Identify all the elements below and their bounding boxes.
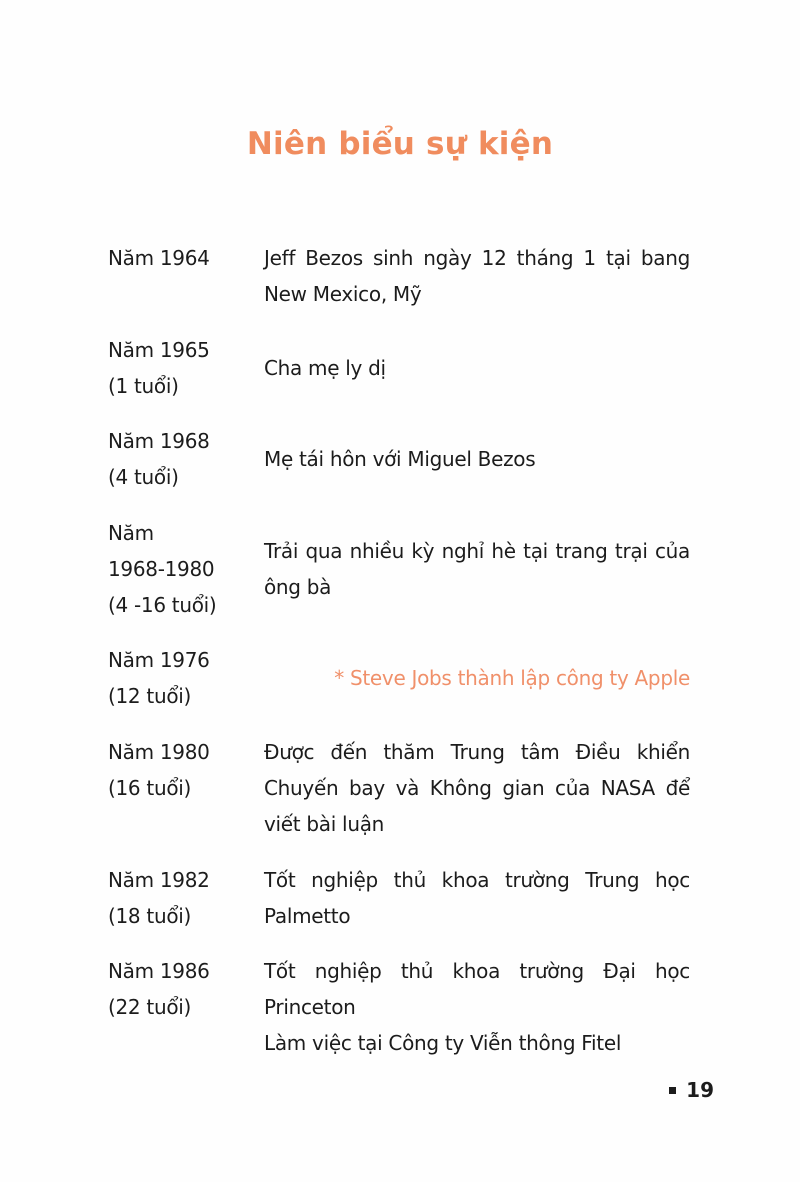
timeline-event: [264, 441, 690, 477]
year-line: Năm: [108, 521, 154, 545]
year-line: Năm 1986: [108, 959, 210, 983]
event-line: Palmetto: [264, 904, 351, 928]
timeline-event: [264, 953, 690, 1061]
page-title: Niên biểu sự kiện: [246, 126, 554, 162]
square-bullet-icon: [669, 1087, 676, 1094]
timeline-year: [108, 734, 248, 806]
event-line: Tốt nghiệp thủ khoa trường Trung học: [264, 868, 690, 892]
year-line: Năm 1982: [108, 868, 210, 892]
timeline-year: [108, 240, 248, 276]
age-line: (1 tuổi): [108, 374, 179, 398]
timeline-year: [108, 862, 248, 934]
year-line: Năm 1976: [108, 648, 210, 672]
age-line: (18 tuổi): [108, 904, 192, 928]
age-line: (22 tuổi): [108, 995, 192, 1019]
event-line: viết bài luận: [264, 812, 385, 836]
event-line: ông bà: [264, 575, 332, 599]
note-line: * Steve Jobs thành lập công ty Apple: [334, 666, 690, 690]
page-number-text: 19: [686, 1078, 714, 1102]
event-line: Trải qua nhiều kỳ nghỉ hè tại trang trại của: [264, 539, 690, 563]
event-line: Princeton: [264, 995, 356, 1019]
timeline-year: [108, 332, 248, 404]
timeline-event: [264, 533, 690, 605]
timeline-event: [264, 350, 690, 386]
age-line: (4 tuổi): [108, 465, 179, 489]
event-line: Mẹ tái hôn với Miguel Bezos: [264, 447, 536, 471]
timeline-year: [108, 423, 248, 495]
event-line: Tốt nghiệp thủ khoa trường Đại học: [264, 959, 690, 983]
timeline-event: [264, 734, 690, 842]
timeline-year: [108, 642, 248, 714]
age-line: (12 tuổi): [108, 684, 192, 708]
event-line: Cha mẹ ly dị: [264, 356, 386, 380]
event-line: Chuyến bay và Không gian của NASA để: [264, 776, 690, 800]
event-line: Được đến thăm Trung tâm Điều khiển: [264, 740, 690, 764]
event-line: New Mexico, Mỹ: [264, 282, 422, 306]
timeline-year: [108, 515, 248, 623]
year-line: Năm 1980: [108, 740, 210, 764]
event-line: Jeff Bezos sinh ngày 12 tháng 1 tại bang: [264, 246, 690, 270]
timeline-year: [108, 953, 248, 1025]
year-line: Năm 1968: [108, 429, 210, 453]
timeline-event: [264, 240, 690, 312]
year-line: Năm 1964: [108, 246, 210, 270]
age-line: (16 tuổi): [108, 776, 192, 800]
age-line: (4 -16 tuổi): [108, 593, 217, 617]
timeline-event: [264, 862, 690, 934]
timeline-note: [264, 660, 690, 696]
event-line: Làm việc tại Công ty Viễn thông Fitel: [264, 1031, 622, 1055]
page-number: [669, 1078, 714, 1102]
year-range-line: 1968-1980: [108, 557, 215, 581]
year-line: Năm 1965: [108, 338, 210, 362]
